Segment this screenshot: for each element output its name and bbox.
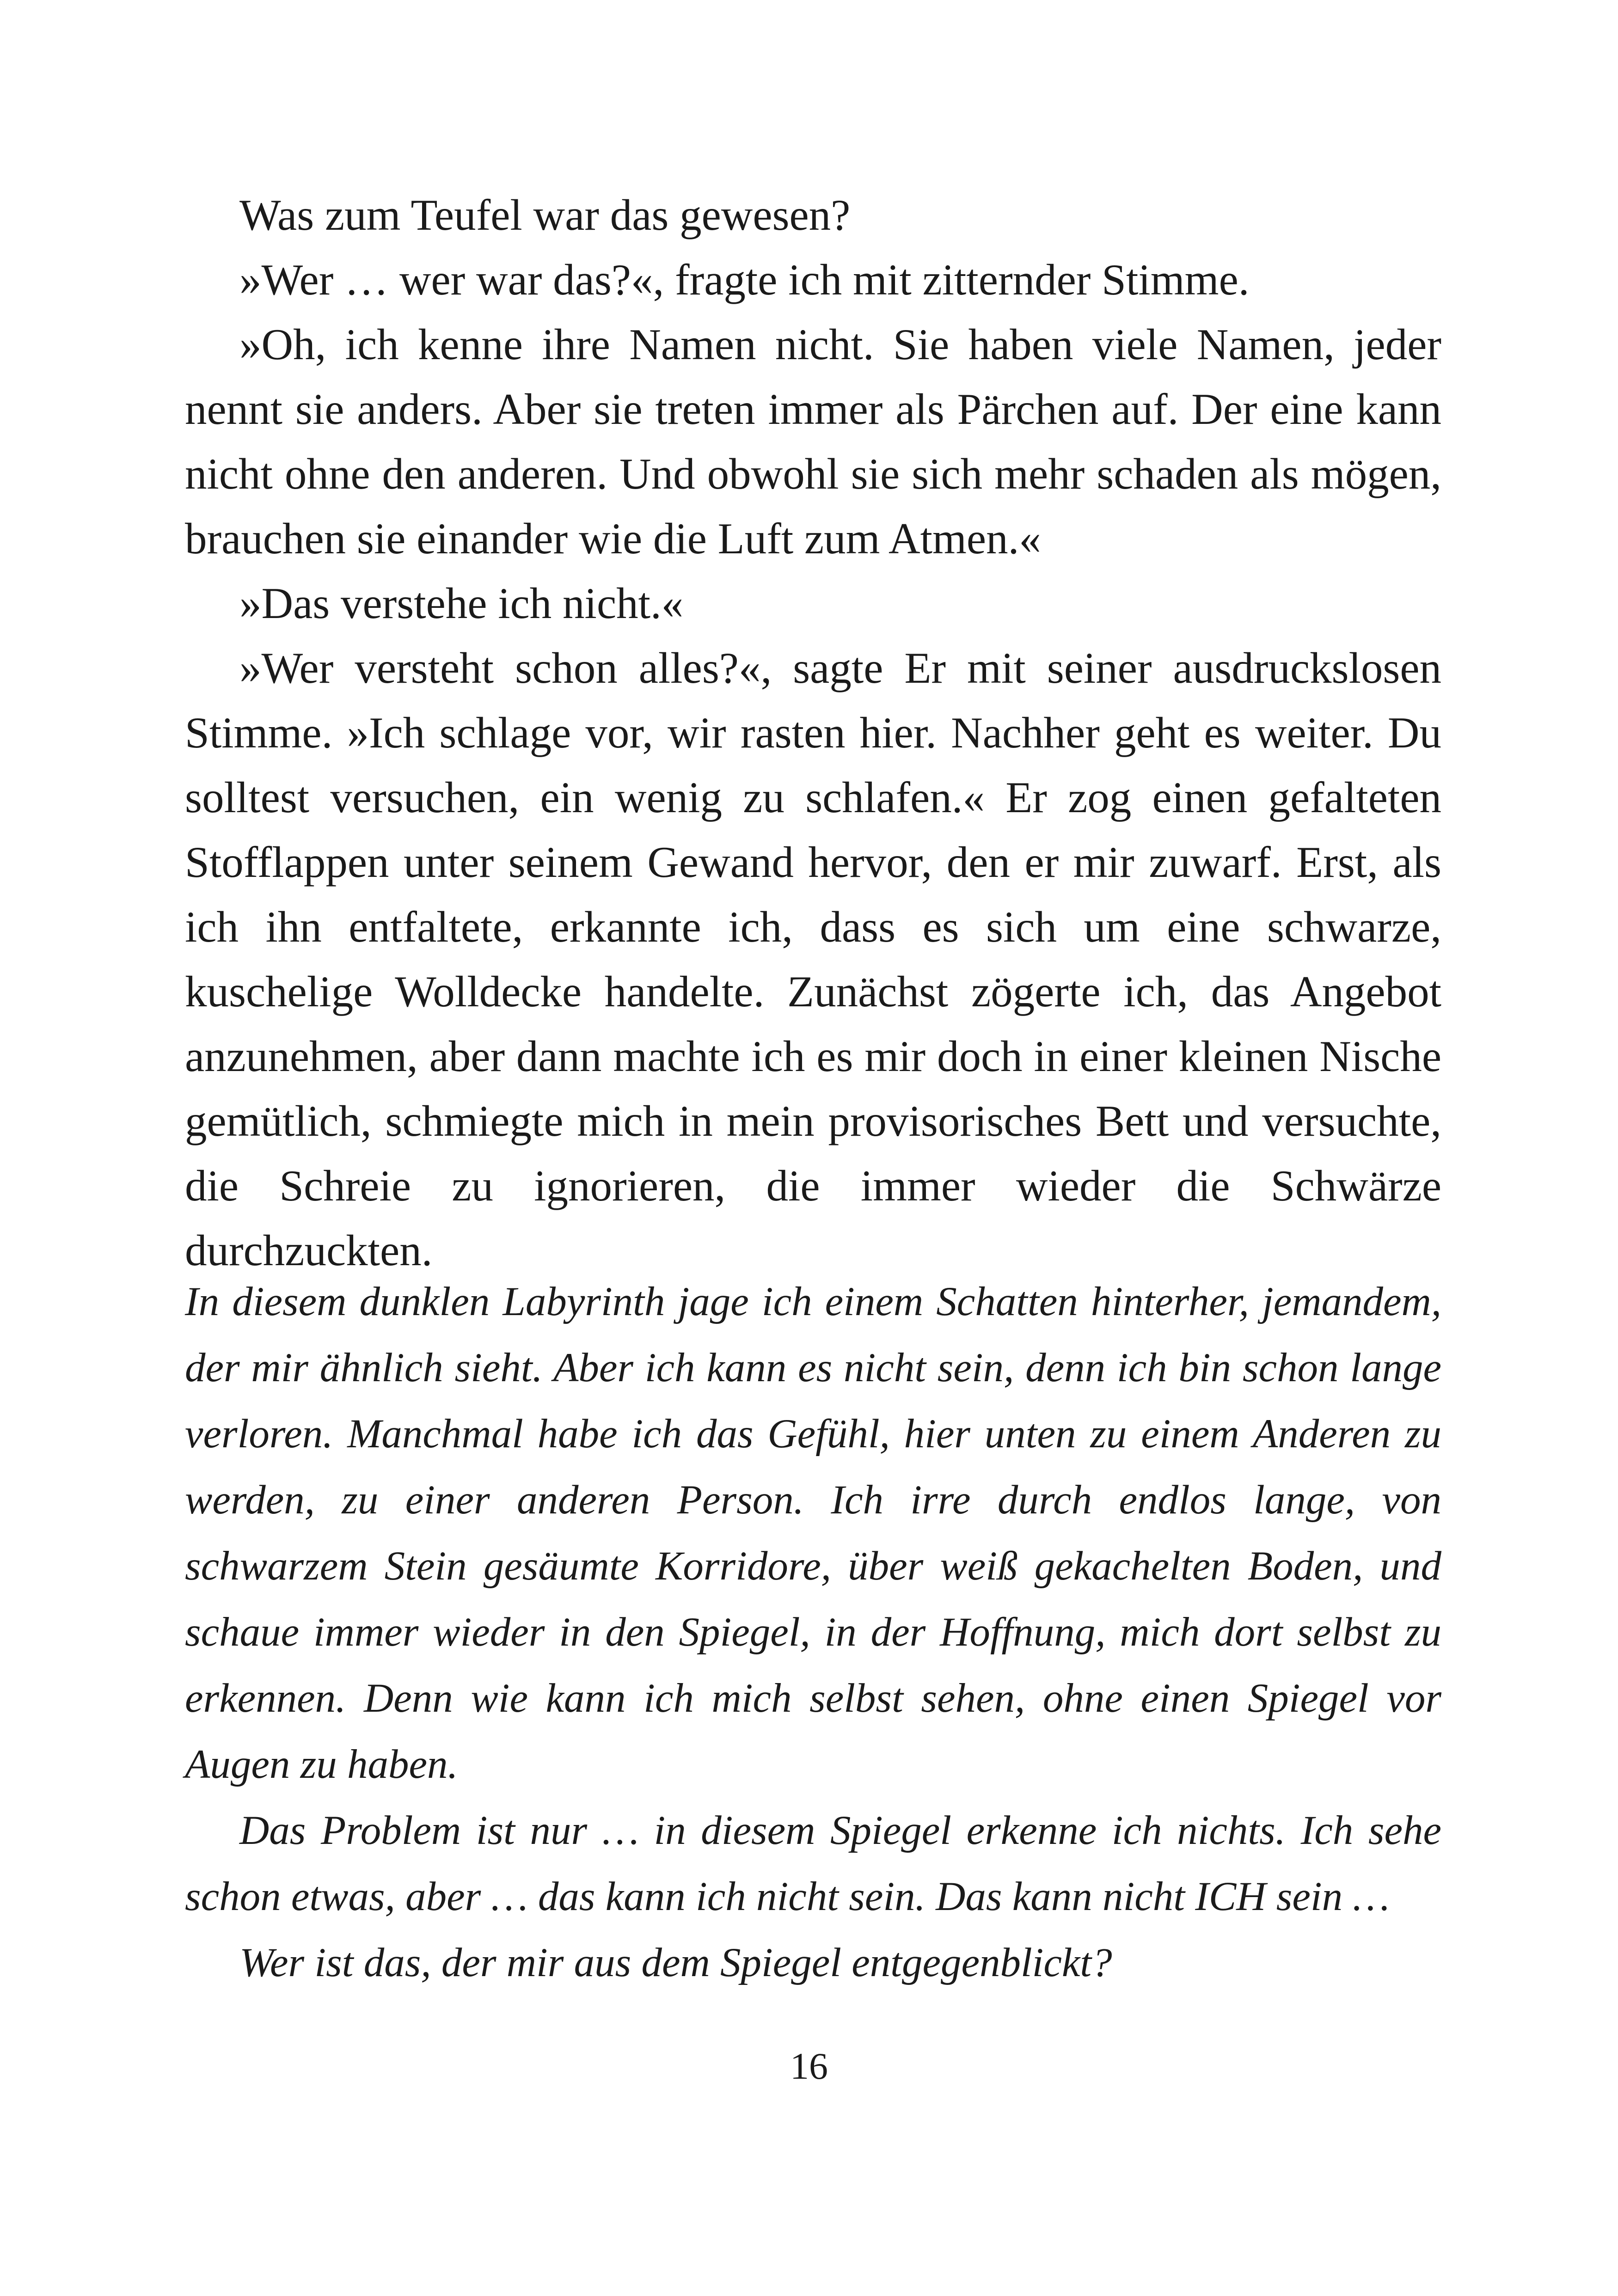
interlude-paragraph: Wer ist das, der mir aus dem Spiegel entgegenblickt? [239, 1940, 1112, 1985]
narrative-paragraph: »Oh, ich kenne ihre Namen nicht. Sie haben viele Namen, jeder nennt sie anders. Aber sie treten immer als Pärchen auf. Der eine kann nicht ohne den anderen. Und obwohl sie sich mehr schaden als mögen, brauchen sie einander wie die Luft zum Atmen.« [185, 320, 1441, 563]
narrative-paragraph: Was zum Teufel war das gewesen? [239, 190, 851, 239]
narrative-paragraph: »Wer … wer war das?«, fragte ich mit zitternder Stimme. [239, 255, 1250, 304]
italic-interlude-section [185, 1269, 1441, 1996]
narrative-section [185, 183, 1441, 1283]
page-number: 16 [790, 2045, 828, 2087]
narrative-paragraph: »Wer versteht schon alles?«, sagte Er mit seiner ausdruckslosen Stimme. »Ich schlage vor, wir rasten hier. Nachher geht es weiter. Du solltest versuchen, ein wenig zu schlafen.« Er zog einen gefalteten Stofflappen unter seinem Gewand hervor, den er mir zuwarf. Erst, als ich ihn entfaltete, erkannte ich, dass es sich um eine schwarze, kuschelige Wolldecke handelte. Zunächst zögerte ich, das Angebot anzunehmen, aber dann machte ich es mir doch in einer kleinen Nische gemütlich, schmiegte mich in mein provisorisches Bett und versuchte, die Schreie zu ignorieren, die immer wieder die Schwärze durchzuckten. [185, 643, 1441, 1275]
narrative-paragraph: »Das verstehe ich nicht.« [239, 579, 684, 628]
interlude-paragraph: Das Problem ist nur … in diesem Spiegel erkenne ich nichts. Ich sehe schon etwas, aber … das kann ich nicht sein. Das kann nicht ICH sein … [185, 1808, 1441, 1919]
interlude-paragraph: In diesem dunklen Labyrinth jage ich einem Schatten hinterher, jemandem, der mir ähnlich sieht. Aber ich kann es nicht sein, denn ich bin schon lange verloren. Manchmal habe ich das Gefühl, hier unten zu einem Anderen zu werden, zu einer anderen Person. Ich irre durch endlos lange, von schwarzem Stein gesäumte Korridore, über weiß gekachelten Boden, und schaue immer wieder in den Spiegel, in der Hoffnung, mich dort selbst zu erkennen. Denn wie kann ich mich selbst sehen, ohne einen Spiegel vor Augen zu haben. [185, 1279, 1441, 1787]
